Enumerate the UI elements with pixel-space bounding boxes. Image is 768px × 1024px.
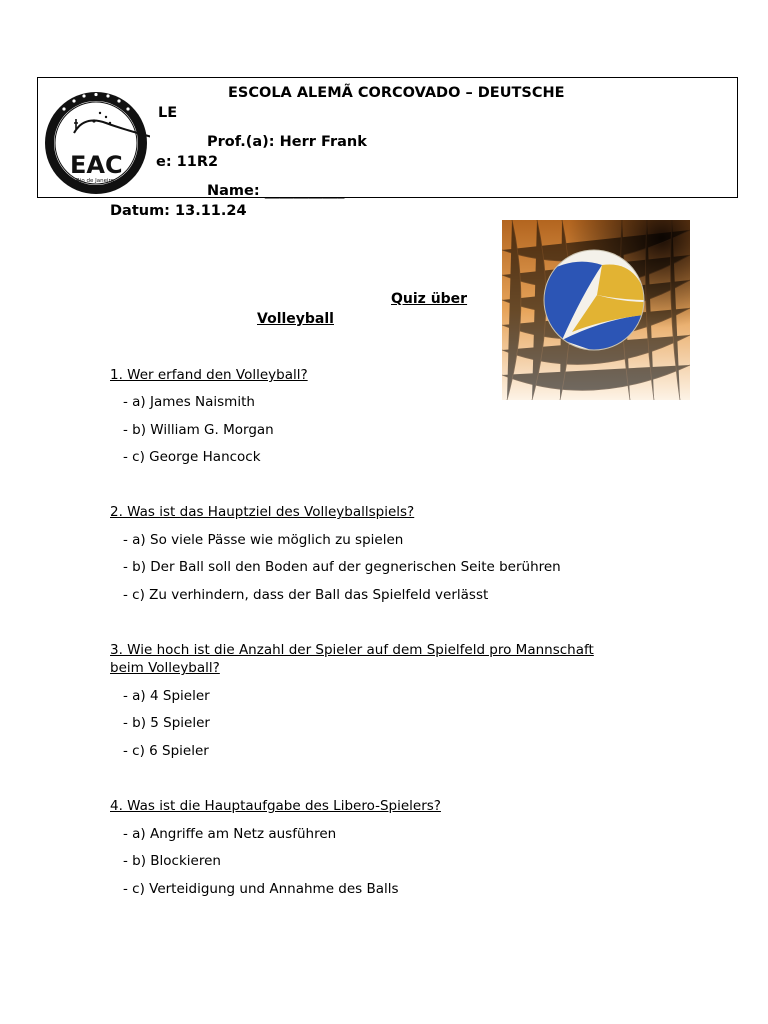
question-2-option-b: - b) Der Ball soll den Boden auf der gegnerischen Seite berühren xyxy=(123,559,561,575)
question-4: 4. Was ist die Hauptaufgabe des Libero-Spielers? xyxy=(110,798,441,814)
quiz-title-line2: Volleyball xyxy=(257,311,334,327)
question-3-option-c: - c) 6 Spieler xyxy=(123,743,209,759)
volleyball-photo xyxy=(502,220,690,400)
school-name-line2: LE xyxy=(158,105,178,121)
question-3-line1: 3. Wie hoch ist die Anzahl der Spieler auf dem Spielfeld pro Mannschaft xyxy=(110,642,594,658)
quiz-title-line1: Quiz über xyxy=(391,291,468,307)
teacher-name: Prof.(a): Herr Frank xyxy=(207,134,367,150)
date-label: Datum: 13.11.24 xyxy=(110,203,247,219)
question-3-option-b: - b) 5 Spieler xyxy=(123,715,210,731)
school-logo xyxy=(44,89,150,197)
student-name-field: Name: ___________ xyxy=(207,183,345,199)
question-2: 2. Was ist das Hauptziel des Volleyballspiels? xyxy=(110,504,415,520)
question-4-option-c: - c) Verteidigung und Annahme des Balls xyxy=(123,881,399,897)
question-4-option-a: - a) Angriffe am Netz ausführen xyxy=(123,826,337,842)
logo-text: EAC xyxy=(70,151,123,179)
question-1-option-c: - c) George Hancock xyxy=(123,449,261,465)
question-3-option-a: - a) 4 Spieler xyxy=(123,688,210,704)
school-name-line1: ESCOLA ALEMÃ CORCOVADO – DEUTSCHE xyxy=(228,85,565,101)
question-2-option-c: - c) Zu verhindern, dass der Ball das Spielfeld verlässt xyxy=(123,587,489,603)
question-1: 1. Wer erfand den Volleyball? xyxy=(110,367,308,383)
class-label: e: 11R2 xyxy=(156,154,219,170)
logo-subtext: Rio de Janeiro xyxy=(76,178,114,184)
question-2-option-a: - a) So viele Pässe wie möglich zu spielen xyxy=(123,532,404,548)
question-1-option-b: - b) William G. Morgan xyxy=(123,422,274,438)
question-4-option-b: - b) Blockieren xyxy=(123,853,221,869)
question-1-option-a: - a) James Naismith xyxy=(123,394,255,410)
question-3-line2: beim Volleyball? xyxy=(110,660,220,676)
